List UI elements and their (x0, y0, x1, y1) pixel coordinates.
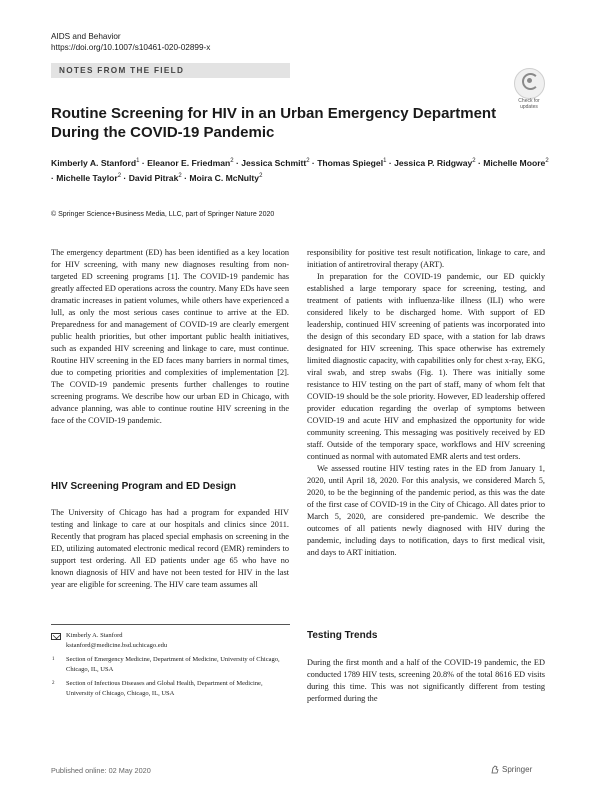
author-affiliation-mark: 1 (136, 158, 140, 164)
corresponding-author (51, 631, 289, 650)
author-separator: · (309, 157, 318, 168)
author-name: Thomas Spiegel (317, 157, 384, 168)
journal-name: AIDS and Behavior (51, 32, 121, 41)
author-affiliation-mark: 2 (259, 173, 263, 180)
footnotes (51, 631, 289, 703)
section-banner (51, 63, 290, 78)
check-for-updates-label[interactable]: Check for updates (518, 98, 540, 110)
affiliation-2-number: 2 (52, 681, 55, 686)
footnote-divider (51, 624, 290, 625)
article-title: Routine Screening for HIV in an Urban Emergency Department During the COVID-19 Pandemic (51, 105, 497, 141)
testing-trends-paragraph: During the first month and a half of the COVID-19 pandemic, the ED conducted 1789 HIV tests, screening 20.8% of the total 8616 ED visits during this time. This was not significantly different from testing performed during the (307, 658, 545, 703)
affiliation-2 (51, 679, 289, 698)
author-affiliation-mark: 2 (117, 173, 122, 180)
check-for-updates-icon[interactable] (514, 68, 545, 99)
author-name: Kimberly A. Stanford (51, 157, 137, 168)
author-name: David Pitrak (128, 173, 179, 184)
author-separator: · (139, 157, 148, 168)
author-name: Jessica P. Ridgway (394, 157, 473, 168)
heading-testing-trends: Testing Trends (307, 630, 378, 641)
author-separator: · (233, 157, 242, 168)
author-affiliation-mark: 1 (383, 158, 387, 164)
right-paragraph-1: responsibility for positive test result notification, linkage to care, and initiation of antiretroviral therapy (ART). (307, 248, 545, 269)
author-affiliation-mark: 2 (545, 158, 549, 164)
affiliation-1-text: Section of Emergency Medicine, Department of Medicine, University of Chicago, Chicago, IL, USA (66, 656, 280, 673)
affiliation-1 (51, 655, 289, 674)
author-name: Michelle Moore (483, 157, 546, 168)
author-affiliation-mark: 2 (230, 158, 234, 164)
right-column (307, 247, 545, 559)
right-paragraph-2: In preparation for the COVID-19 pandemic, our ED quickly established a large temporary space for screening, testing, and treatment of patients with influenza-like illness (ILI) who were considered likely to be discharged home. With support of ED leadership, continued HIV screening of patients was incorporated into the design of this secondary ED space, with a station for lab draws designated for HIV screening. This space otherwise has extremely limited diagnostic capacity, with capabilities only for chest x-ray, EKG, viral swab, and strep swabs (Fig. 1). There was initially some resistance to HIV testing on the part of staff, many of whom felt that COVID-19 should be the sole priority. However, ED leadership offered provider education regarding the overlap of symptoms between COVID-19 and acute HIV and emphasized the opportunity for wide community screening. This messaging was positively received by ED staff. Outside of the temporary space, workflows and HIV screening continued as normal with automated EMR alerts and test orders. (307, 272, 545, 461)
author-name: Moira C. McNulty (189, 173, 260, 184)
affiliation-2-text: Section of Infectious Diseases and Global Health, Department of Medicine, University of Chicago, Chicago, IL, USA (66, 680, 263, 697)
author-separator: · (121, 173, 129, 184)
published-date: Published online: 02 May 2020 (51, 766, 151, 775)
journal-header (51, 31, 210, 53)
section-banner-label: NOTES FROM THE FIELD (59, 65, 185, 75)
author-separator: · (386, 157, 395, 168)
author-name: Jessica Schmitt (241, 157, 307, 168)
author-name: Eleanor E. Friedman (147, 157, 231, 168)
publisher-logo-text: Springer (502, 765, 533, 774)
author-affiliation-mark: 2 (306, 158, 310, 164)
affiliation-1-number: 1 (52, 657, 55, 662)
copyright-notice: © Springer Science+Business Media, LLC, part of Springer Nature 2020 (51, 211, 275, 218)
author-separator: · (475, 157, 484, 168)
program-paragraph: The University of Chicago has had a program for expanded HIV testing and linkage to care at our hospitals and clinics since 2011. Recently that program has placed special emphasis on screening in the ED, utilizing automated electronic medical record (EMR) reminders to support test ordering. All ED patients under age 65 who have no known diagnosis of HIV and have not been tested for HIV in the last year are eligible for screening. The HIV care team assumes all (51, 508, 289, 589)
heading-hiv-screening-program: HIV Screening Program and ED Design (51, 481, 237, 492)
author-list (51, 155, 551, 186)
contact-name: Kimberly A. Stanford (66, 632, 123, 639)
author-affiliation-mark: 2 (472, 158, 476, 164)
contact-email[interactable]: kstanford@medicine.bsd.uchicago.edu (66, 641, 168, 649)
intro-paragraph: The emergency department (ED) has been identified as a key location for HIV screening, with many new diagnoses resulting from non-targeted ED screening programs [1]. The COVID-19 pandemic has greatly affected ED operations across the country. Many EDs have seen dramatic increases in patient volumes, while others have experienced a lull, as only the most serious cases continue to arrive at the ED. Preparedness for and management of COVID-19 are clearly emergent public health priorities, but other important public health initiatives, such as expanded HIV screening and linkage to care, must continue. Routine HIV screening in the ED faces many barriers in normal times, due to competing priorities and complexities of implementation [2]. The COVID-19 pandemic presents further challenges to routine screening programs. We describe how our urban ED in Chicago, with advance planning, was able to continue routine HIV screening in the face of the COVID-19 pandemic. (51, 248, 289, 425)
author-separator: · (51, 173, 57, 184)
springer-horse-icon (491, 765, 499, 774)
right-paragraph-3: We assessed routine HIV testing rates in the ED from January 1, 2020, until April 18, 2020. For this analysis, we considered March 5, 2020, to be the beginning of the pandemic period, as this was the date of the first case of COVID-19 in the City of Chicago. All dates prior to March 5, 2020, are considered pre-pandemic. We describe the outcomes of all patients newly diagnosed with HIV during the pandemic, including days to notification, days to first medical visit, and days to ART initiation. (307, 464, 545, 557)
author-affiliation-mark: 2 (178, 173, 182, 180)
left-column-intro (51, 247, 289, 427)
author-separator: · (181, 173, 190, 184)
envelope-icon (51, 633, 61, 640)
doi-link[interactable]: https://doi.org/10.1007/s10461-020-02899-x (51, 43, 211, 52)
author-name: Michelle Taylor (56, 173, 118, 184)
